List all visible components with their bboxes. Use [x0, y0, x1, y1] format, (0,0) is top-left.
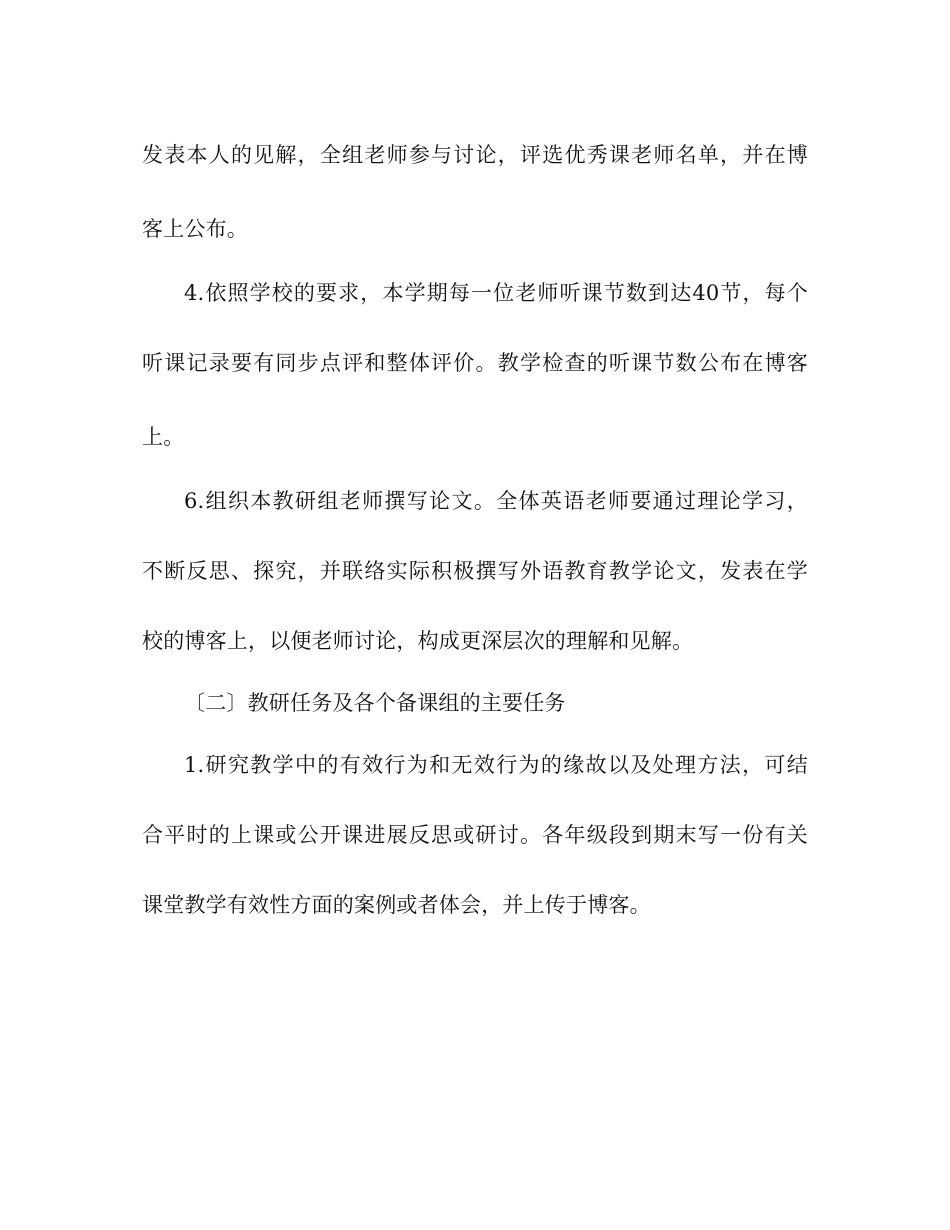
- paragraph-line: 校的博客上，以便老师讨论，构成更深层次的理解和见解。: [142, 629, 694, 653]
- paragraph-line: 客上公布。: [142, 217, 248, 241]
- list-item-4-line: 4.依照学校的要求，本学期每一位老师听课节数到达40节，每个: [184, 281, 808, 305]
- paragraph-line: 听课记录要有同步点评和整体评价。教学检查的听课节数公布在博客: [142, 351, 808, 375]
- paragraph-line: 合平时的上课或公开课进展反思或研讨。各年级段到期末写一份有关: [142, 823, 808, 847]
- paragraph-line: 上。: [142, 425, 185, 449]
- paragraph-line: 发表本人的见解，全组老师参与讨论，评选优秀课老师名单，并在博: [142, 143, 808, 167]
- paragraph-line: 不断反思、探究，并联络实际积极撰写外语教育教学论文，发表在学: [142, 559, 808, 583]
- list-item-6-line: 6.组织本教研组老师撰写论文。全体英语老师要通过理论学习，: [184, 489, 808, 513]
- list-item-1-line: 1.研究教学中的有效行为和无效行为的缘故以及处理方法，可结: [184, 753, 808, 777]
- section-heading: 〔二〕教研任务及各个备课组的主要任务: [184, 691, 566, 715]
- paragraph-line: 课堂教学有效性方面的案例或者体会，并上传于博客。: [142, 893, 651, 917]
